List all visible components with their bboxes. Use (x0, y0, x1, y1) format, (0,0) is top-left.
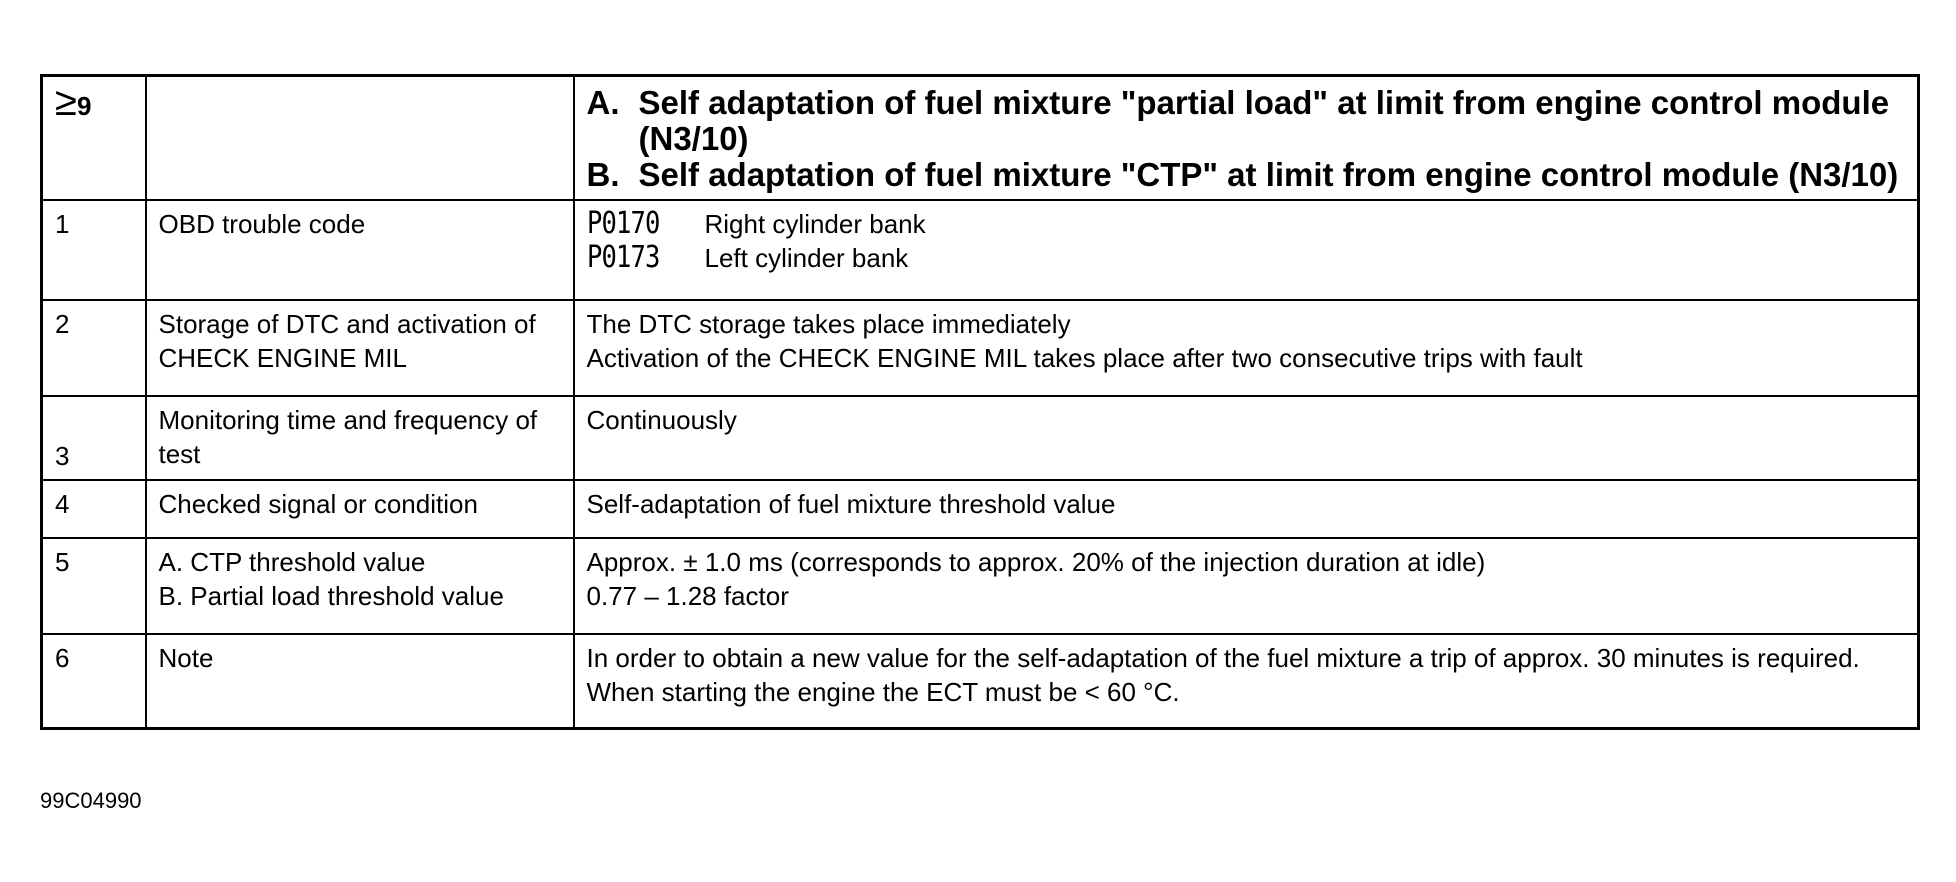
heading-item-a (587, 85, 1906, 157)
header-number: 9 (76, 91, 92, 121)
row-value (574, 300, 1919, 396)
value-line: Activation of the CHECK ENGINE MIL takes place after two consecutive trips with fault (586, 343, 1583, 373)
table-row (42, 480, 1919, 538)
row-label: Storage of DTC and activation of CHECK ENGINE MIL (146, 300, 574, 396)
row-number: 2 (42, 300, 146, 396)
table-header-row (42, 76, 1919, 201)
row-number: 3 (42, 396, 146, 480)
table-row (42, 200, 1919, 300)
row-value (574, 480, 1919, 538)
row-label: Monitoring time and frequency of test (146, 396, 574, 480)
row-value (574, 396, 1919, 480)
row-label: Note (146, 634, 574, 729)
table-row (42, 634, 1919, 729)
value-line: Continuously (586, 405, 737, 435)
heading-list (587, 85, 1906, 193)
trouble-code-desc: Right cylinder bank (704, 209, 926, 239)
value-line: Self-adaptation of fuel mixture threshold value (586, 489, 1116, 519)
label-line: A. CTP threshold value (158, 547, 426, 577)
trouble-code: P0173 (586, 240, 660, 275)
row-value (574, 634, 1919, 729)
greater-equal-symbol: ≥ (55, 80, 77, 124)
row-value (574, 200, 1919, 300)
heading-text: Self adaptation of fuel mixture "CTP" at limit from engine control module (N3/10) (638, 156, 1899, 193)
value-line: In order to obtain a new value for the self-adaptation of the fuel mixture a trip of approx. 30 minutes is required. When starting the engine the ECT must be < 60 °C. (586, 643, 1860, 707)
trouble-code: P0170 (586, 206, 660, 241)
row-value (574, 538, 1919, 634)
heading-item-b (587, 157, 1906, 193)
value-line: Approx. ± 1.0 ms (corresponds to approx. 20% of the injection duration at idle) (586, 547, 1486, 577)
value-line: 0.77 – 1.28 factor (586, 581, 789, 611)
table-row (42, 396, 1919, 480)
figure-code: 99C04990 (40, 788, 142, 813)
row-number: 6 (42, 634, 146, 729)
row-number: 1 (42, 200, 146, 300)
value-line: The DTC storage takes place immediately (586, 309, 1071, 339)
trouble-code-line (587, 241, 1906, 275)
trouble-code-line (587, 207, 1906, 241)
header-number-cell (42, 76, 146, 201)
row-number: 5 (42, 538, 146, 634)
row-label (146, 538, 574, 634)
trouble-code-desc: Left cylinder bank (704, 243, 909, 273)
table-row (42, 538, 1919, 634)
header-title-cell (574, 76, 1919, 201)
heading-letter: B. (586, 156, 620, 193)
label-line: B. Partial load threshold value (158, 581, 504, 611)
table-row (42, 300, 1919, 396)
row-number: 4 (42, 480, 146, 538)
heading-text: Self adaptation of fuel mixture "partial load" at limit from engine control module (N3/10) (638, 84, 1890, 157)
row-label: OBD trouble code (146, 200, 574, 300)
diagnostic-table (40, 74, 1920, 730)
header-empty-cell (146, 76, 574, 201)
row-label: Checked signal or condition (146, 480, 574, 538)
heading-letter: A. (586, 84, 620, 121)
